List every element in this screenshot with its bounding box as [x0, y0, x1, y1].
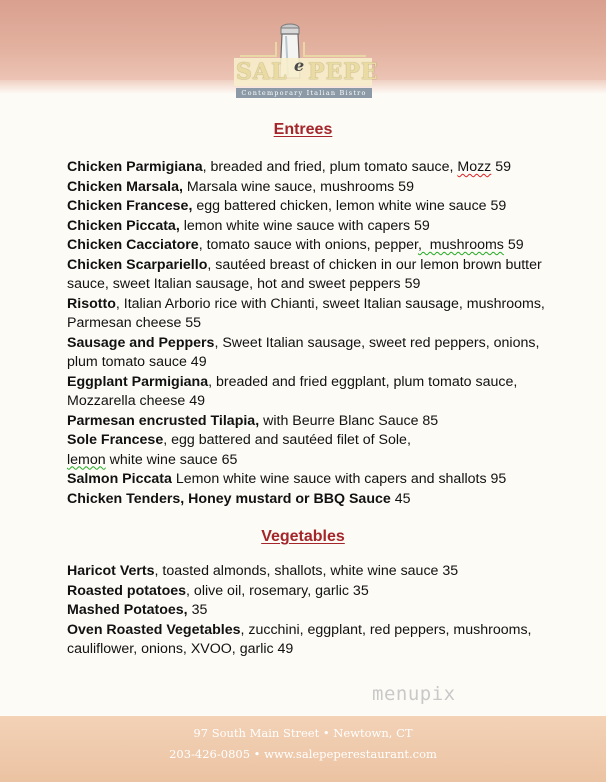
item-name: Salmon Piccata: [67, 471, 172, 487]
item-name: Chicken Parmigiana: [67, 159, 203, 175]
list-item: [67, 217, 557, 237]
item-name: Haricot Verts: [67, 563, 155, 579]
item-desc: , olive oil, rosemary, garlic 35: [186, 582, 369, 599]
list-item: [67, 158, 557, 178]
footer-address: 97 South Main Street • Newtown, CT: [193, 726, 413, 740]
item-desc: with Beurre Blanc Sauce 85: [259, 412, 439, 429]
list-item: [67, 334, 557, 373]
item-desc: egg battered chicken, lemon white wine sauce 59: [192, 198, 507, 214]
menupix-watermark: menupix: [372, 683, 456, 705]
item-name: Chicken Scarpariello: [67, 256, 208, 273]
item-name: Chicken Tenders, Honey mustard or BBQ Sauce: [67, 490, 391, 507]
item-desc: 35: [187, 602, 208, 618]
item-desc: lemon white wine sauce with capers 59: [179, 217, 430, 234]
list-item: [67, 373, 557, 412]
item-name: Eggplant Parmigiana: [67, 373, 209, 390]
list-item: [67, 412, 557, 432]
item-name: Chicken Cacciatore: [67, 237, 199, 253]
item-desc: , egg battered and sautéed filet of Sole,: [163, 432, 411, 448]
logo-word-e: e: [294, 56, 306, 75]
item-desc-flagged: Mozz: [457, 159, 492, 175]
list-item: [67, 197, 557, 217]
item-name: Parmesan encrusted Tilapia,: [67, 412, 260, 429]
list-item: [67, 490, 557, 510]
list-item: [67, 582, 557, 602]
item-name: Oven Roasted Vegetables: [67, 621, 241, 638]
item-desc-flagged: , mushrooms: [417, 237, 504, 253]
entrees-list: [67, 158, 557, 509]
logo-word-pepe: PEPE: [308, 59, 379, 85]
list-item: [67, 621, 557, 660]
item-desc: , Italian Arborio rice with Chianti, sweet Italian sausage, mushrooms, Parmesan cheese 55: [67, 295, 545, 331]
item-desc: , tomato sauce with onions, pepper: [198, 237, 418, 253]
item-desc: , zucchini, eggplant, red peppers, mushrooms, cauliflower, onions, XVOO, garlic 49: [67, 621, 532, 657]
list-item: [67, 470, 557, 490]
footer: [0, 716, 606, 782]
item-desc: , breaded and fried eggplant, plum tomato sauce, Mozzarella cheese 49: [67, 373, 518, 409]
item-desc: Lemon white wine sauce with capers and shallots 95: [171, 471, 507, 487]
logo-tagline: Contemporary Italian Bistro: [236, 88, 372, 98]
item-desc: , toasted almonds, shallots, white wine sauce 35: [154, 563, 459, 579]
list-item: [67, 562, 557, 582]
item-price: 59: [491, 159, 512, 175]
footer-contact: 203-426-0805 • www.salepeperestaurant.com: [169, 747, 437, 761]
item-name: Mashed Potatoes,: [67, 602, 188, 618]
list-item: [67, 601, 557, 621]
item-price: 59: [503, 237, 524, 253]
item-name: Chicken Francese,: [67, 198, 193, 214]
item-desc: 45: [390, 490, 411, 507]
item-desc: Marsala wine sauce, mushrooms 59: [182, 178, 414, 195]
item-desc-flagged: lemon: [67, 451, 106, 468]
item-name: Sausage and Peppers: [67, 334, 215, 351]
entrees-title: Entrees: [273, 121, 333, 138]
item-name: Chicken Marsala,: [67, 178, 183, 195]
vegetables-list: [67, 562, 557, 660]
item-desc: , sautéed breast of chicken in our lemon brown butter sauce, sweet Italian sausage, hot and sweet peppers 59: [67, 256, 542, 292]
list-item: [67, 236, 557, 256]
list-item: [67, 178, 557, 198]
list-item: [67, 431, 557, 470]
item-price: white wine sauce 65: [105, 451, 238, 468]
item-desc: , Sweet Italian sausage, sweet red peppers, onions, plum tomato sauce 49: [67, 334, 540, 370]
item-name: Roasted potatoes: [67, 582, 187, 599]
list-item: [67, 256, 557, 295]
logo-word-sal: SAL: [236, 59, 288, 85]
item-desc: , breaded and fried, plum tomato sauce,: [202, 159, 458, 175]
vegetables-title: Vegetables: [261, 528, 345, 545]
item-name: Risotto: [67, 295, 116, 312]
item-name: Chicken Piccata,: [67, 217, 180, 234]
list-item: [67, 295, 557, 334]
item-name: Sole Francese: [67, 432, 164, 448]
